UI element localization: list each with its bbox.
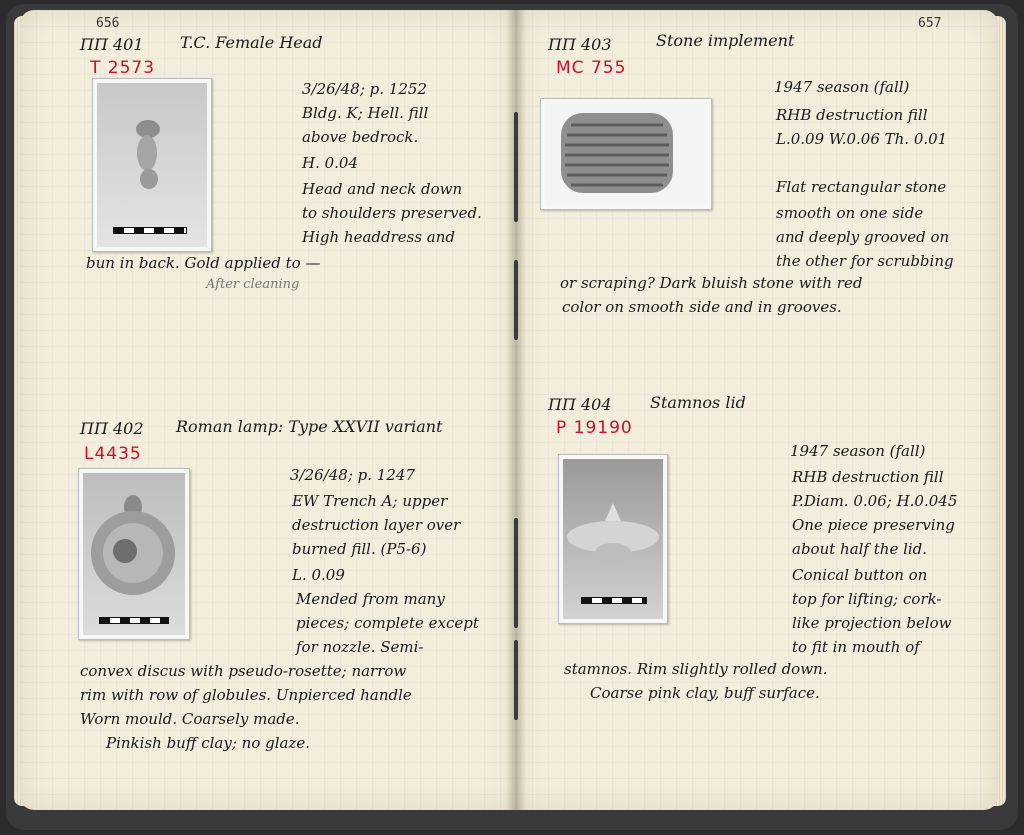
entry-line: High headdress and (302, 228, 456, 246)
entry-line: Worn mould. Coarsely made. (80, 710, 300, 728)
entry-line: above bedrock. (302, 128, 419, 146)
binding-stitch (514, 260, 518, 340)
entry-line: to shoulders preserved. (302, 204, 482, 222)
entry-line: bun in back. Gold applied to — (86, 254, 321, 272)
entry-line: pieces; complete except (296, 614, 479, 632)
entry-line: like projection below (792, 614, 952, 632)
entry-line: smooth on one side (776, 204, 924, 222)
entry-line: 3/26/48; p. 1247 (290, 466, 415, 484)
entry-line: or scraping? Dark bluish stone with red (560, 274, 863, 292)
entry-line: L.0.09 W.0.06 Th. 0.01 (776, 130, 948, 148)
entry-line: to fit in mouth of (792, 638, 920, 656)
binding-stitch (514, 112, 518, 222)
entry-line: Conical button on (792, 566, 928, 584)
entry-line: One piece preserving (792, 516, 955, 534)
scale-bar (113, 227, 187, 234)
catalog-number: MC 755 (556, 58, 627, 78)
stamnos-lid-icon (565, 499, 661, 569)
entry-line: rim with row of globules. Unpierced handle (80, 686, 412, 704)
catalog-number: T 2573 (90, 58, 156, 78)
binding-stitch (514, 640, 518, 720)
entry-line: convex discus with pseudo-rosette; narrow (80, 662, 407, 680)
entry-line: destruction layer over (292, 516, 461, 534)
entry-line: 3/26/48; p. 1252 (302, 80, 427, 98)
entry-line: RHB destruction fill (776, 106, 928, 124)
entry-line: top for lifting; cork- (792, 590, 942, 608)
entry-id: ΠΠ 404 (548, 395, 612, 414)
entry-id: ΠΠ 401 (80, 35, 144, 54)
entry-title: T.C. Female Head (180, 33, 323, 52)
entry-line: Mended from many (296, 590, 445, 608)
entry-line: burned fill. (P5-6) (292, 540, 427, 558)
catalog-number: L4435 (84, 444, 142, 464)
entry-line: for nozzle. Semi- (296, 638, 424, 656)
entry-line: 1947 season (fall) (790, 442, 926, 460)
page-number-right: 657 (918, 16, 942, 31)
entry-line: stamnos. Rim slightly rolled down. (564, 660, 828, 678)
scale-bar (581, 597, 647, 604)
head-figurine-icon (123, 115, 173, 195)
entry-line: Head and neck down (302, 180, 463, 198)
entry-line: the other for scrubbing (776, 252, 954, 270)
lamp-icon (85, 491, 183, 601)
entry-line: H. 0.04 (302, 154, 359, 172)
scale-bar (99, 617, 169, 624)
page-number-left: 656 (96, 16, 120, 31)
entry-title: Roman lamp: Type XXVII variant (176, 417, 443, 436)
entry-line: and deeply grooved on (776, 228, 950, 246)
entry-title: Stamnos lid (650, 393, 746, 412)
entry-line: Bldg. K; Hell. fill (302, 104, 429, 122)
entry-line: Pinkish buff clay; no glaze. (106, 734, 311, 752)
photo-stone-implement (540, 98, 712, 210)
photo-stamnos-lid (558, 454, 668, 624)
pencil-note: After cleaning (206, 277, 300, 292)
entry-line: EW Trench A; upper (292, 492, 448, 510)
entry-line: color on smooth side and in grooves. (562, 298, 842, 316)
catalog-number: P 19190 (556, 418, 633, 438)
entry-id: ΠΠ 403 (548, 35, 612, 54)
grooved-stone-icon (559, 111, 675, 195)
photo-female-head (92, 78, 212, 252)
entry-line: RHB destruction fill (792, 468, 944, 486)
entry-line: Flat rectangular stone (776, 178, 947, 196)
entry-title: Stone implement (656, 31, 795, 50)
entry-line: P.Diam. 0.06; H.0.045 (792, 492, 958, 510)
entry-line: Coarse pink clay, buff surface. (590, 684, 820, 702)
entry-line: 1947 season (fall) (774, 78, 910, 96)
photo-roman-lamp (78, 468, 190, 640)
entry-id: ΠΠ 402 (80, 419, 144, 438)
binding-stitch (514, 518, 518, 628)
entry-line: about half the lid. (792, 540, 928, 558)
entry-line: L. 0.09 (292, 566, 345, 584)
